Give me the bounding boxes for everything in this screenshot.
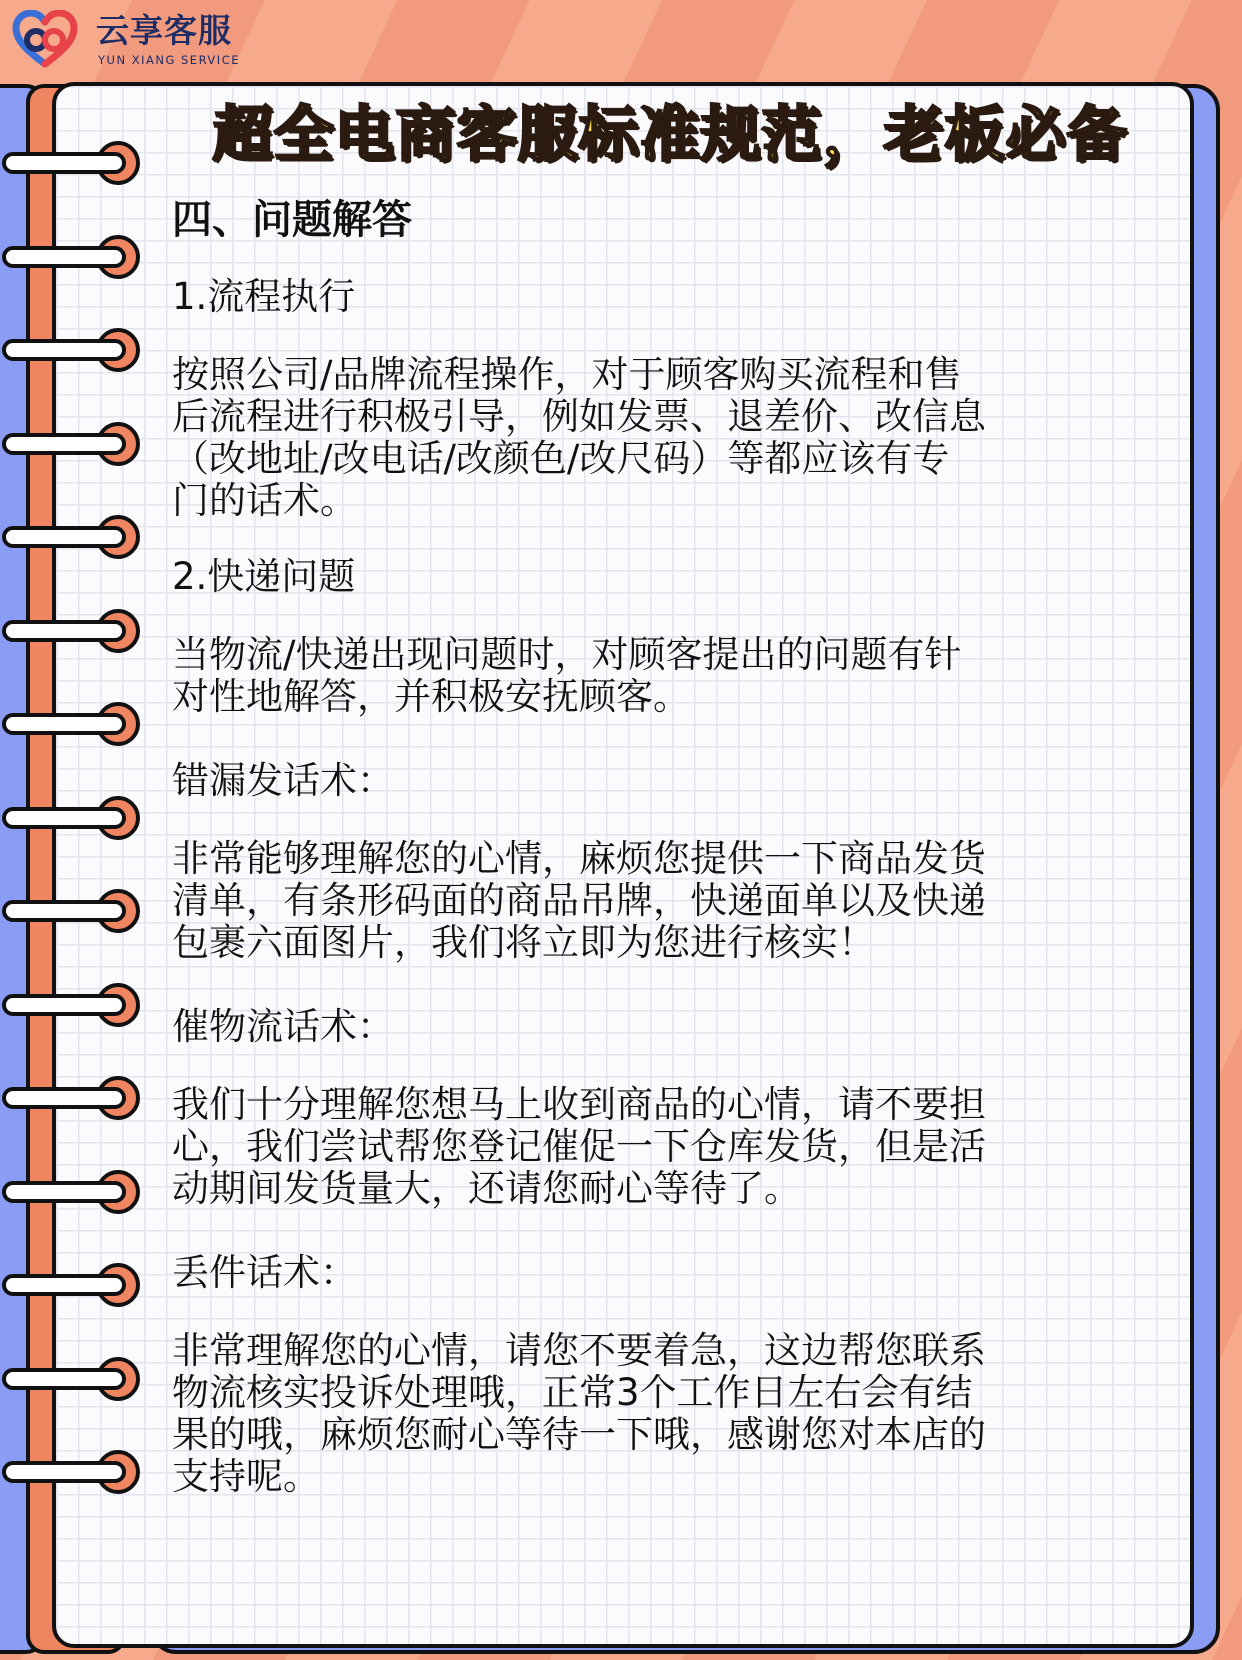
- item-heading: 1.流程执行: [172, 275, 356, 318]
- body-line: 后流程进行积极引导，例如发票、退差价、改信息: [172, 395, 986, 438]
- body-line: 当物流/快递出现问题时，对顾客提出的问题有针: [172, 633, 962, 676]
- item-heading: 催物流话术：: [172, 1005, 394, 1048]
- brand-logo: [12, 8, 242, 68]
- item-body: [172, 838, 1152, 964]
- body-line: 非常能够理解您的心情，麻烦您提供一下商品发货: [172, 837, 986, 880]
- body-line: （改地址/改电话/改颜色/改尺码）等都应该有专: [172, 437, 950, 480]
- body-line: 按照公司/品牌流程操作，对于顾客购买流程和售: [172, 353, 962, 396]
- item-body: [172, 354, 1152, 522]
- body-line: 非常理解您的心情，请您不要着急，这边帮您联系: [172, 1329, 986, 1372]
- item-heading: 2.快递问题: [172, 555, 356, 598]
- body-line: 支持呢。: [172, 1455, 320, 1498]
- item-heading: 丢件话术：: [172, 1251, 357, 1294]
- body-line: 对性地解答，并积极安抚顾客。: [172, 675, 690, 718]
- body-line: 清单，有条形码面的商品吊牌，快递面单以及快递: [172, 879, 986, 922]
- body-line: 我们十分理解您想马上收到商品的心情，请不要担: [172, 1083, 986, 1126]
- body-line: 包裹六面图片，我们将立即为您进行核实！: [172, 921, 875, 964]
- item-heading: 错漏发话术：: [172, 759, 394, 802]
- brand-tagline: YUN XIANG SERVICE: [98, 53, 240, 67]
- binder-ring: [0, 1260, 150, 1310]
- body-line: 物流核实投诉处理哦，正常3个工作日左右会有结: [172, 1371, 973, 1414]
- binder-ring: [0, 1354, 150, 1404]
- binder-ring: [0, 1073, 150, 1123]
- body-line: 门的话术。: [172, 479, 357, 522]
- binder-ring: [0, 232, 150, 282]
- logo-heart-icon: [12, 10, 78, 68]
- item-body: [172, 1330, 1152, 1498]
- binder-ring: [0, 699, 150, 749]
- body-line: 动期间发货量大，还请您耐心等待了。: [172, 1167, 801, 1210]
- binder-ring: [0, 419, 150, 469]
- binder-ring: [0, 138, 150, 188]
- binder-ring: [0, 606, 150, 656]
- content: [172, 190, 1152, 1498]
- binder-ring: [0, 886, 150, 936]
- section-heading: 四、问题解答: [172, 197, 412, 243]
- body-line: 果的哦，麻烦您耐心等待一下哦，感谢您对本店的: [172, 1413, 986, 1456]
- brand-name: 云享客服: [96, 11, 232, 50]
- binder-ring: [0, 1447, 150, 1497]
- binder-ring: [0, 1167, 150, 1217]
- binder-ring: [0, 512, 150, 562]
- item-body: [172, 1084, 1152, 1210]
- item-body: [172, 634, 1152, 718]
- binder-ring: [0, 325, 150, 375]
- page-title: 超全电商客服标准规范，老板必备: [212, 100, 1128, 170]
- body-line: 心，我们尝试帮您登记催促一下仓库发货，但是活: [172, 1125, 986, 1168]
- binder-ring: [0, 980, 150, 1030]
- binder-ring: [0, 793, 150, 843]
